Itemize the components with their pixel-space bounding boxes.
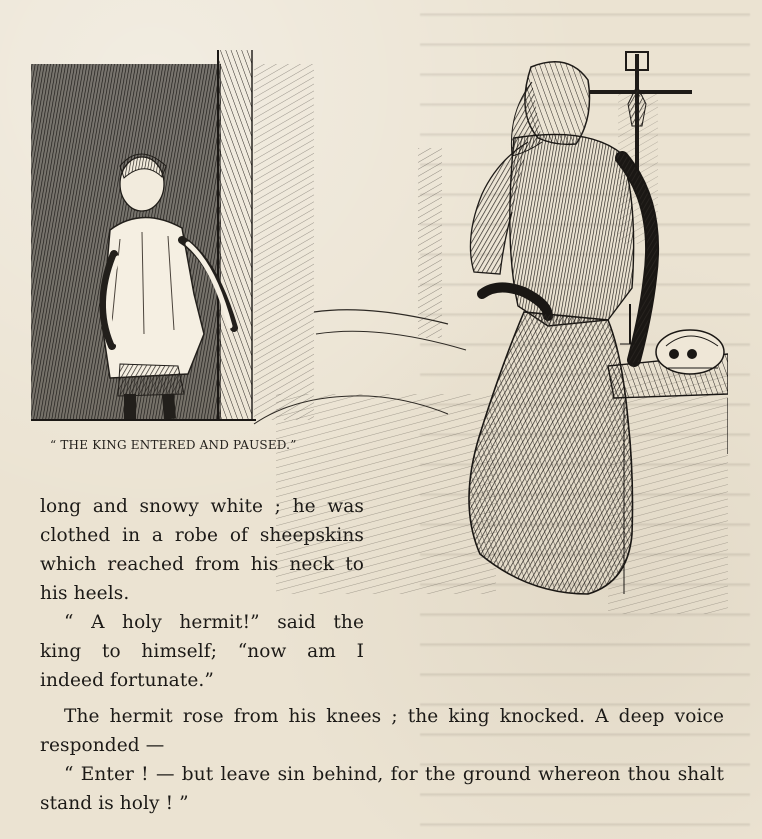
text-line: The hermit rose from his knees ; the king knocked. A deep voice <box>64 706 724 727</box>
text-line: long and snowy white ; he was <box>40 496 364 517</box>
wrapped-paragraph <box>40 492 364 695</box>
text-line: which reached from his neck to <box>40 554 364 575</box>
text-line: clothed in a robe of sheepskins <box>40 525 364 546</box>
text-line: “ Enter ! — but leave sin behind, for the ground whereon thou shalt <box>64 764 724 785</box>
text-line: his heels. <box>40 583 130 604</box>
text-line: responded — <box>40 735 165 756</box>
text-line: stand is holy ! ” <box>40 793 189 814</box>
text-line: king to himself; “now am I <box>40 641 364 662</box>
illustration-caption: “ THE KING ENTERED AND PAUSED.” <box>50 438 297 452</box>
text-line: “ A holy hermit!” said the <box>64 612 364 633</box>
text-line: indeed fortunate.” <box>40 670 214 691</box>
full-width-paragraph <box>40 702 724 818</box>
doorway-scene <box>31 50 314 420</box>
